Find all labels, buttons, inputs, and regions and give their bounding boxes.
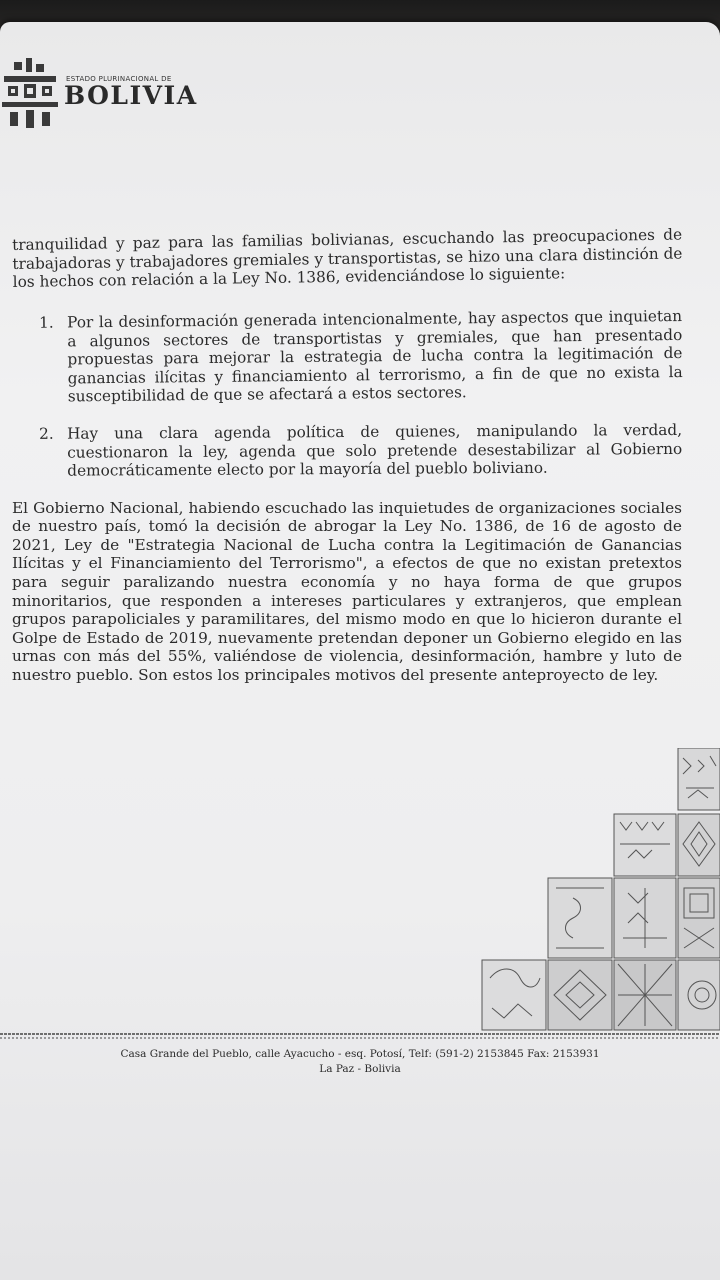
list-item bbox=[12, 421, 682, 481]
document-page bbox=[0, 22, 720, 1280]
state-emblem-icon bbox=[0, 58, 60, 132]
closing-paragraph: El Gobierno Nacional, habiendo escuchado las inquietudes de organizaciones sociales de nuestro país, tomó la decisión de abrogar la Ley No. 1386, de 16 de agosto de 2021, Ley de "Estrategia Nacional de Lucha contra la Legitimación de Ganancias Ilícitas y el Financiamiento del Terrorismo", a efectos de que no existan pretextos para seguir paralizando nuestra economía y no haya forma de que grupos minoritarios, que responden a intereses particulares y extranjeros, que emplean grupos parapoliciales y paramilitares, del mismo modo en que lo hicieron durante el Golpe de Estado de 2019, nuevamente pretendan deponer un Gobierno elegido en las urnas con más del 55%, valiéndose de violencia, desinformación, hambre y luto de nuestro pueblo. Son estos los principales motivos del presente anteproyecto de ley. bbox=[12, 498, 682, 684]
numbered-list bbox=[12, 306, 683, 481]
list-item-text: Hay una clara agenda política de quienes, manipulando la verdad, cuestionaron la ley, agenda que solo pretende desestabilizar al Gobierno democráticamente electo por la mayoría del pueblo boliviano. bbox=[66, 420, 683, 480]
letterhead bbox=[0, 58, 200, 138]
list-item-text: Por la desinformación generada intencionalmente, hay aspectos que inquietan a algunos sectores de transportistas y gremiales, que han presentado propuestas para mejorar la estrategia de lucha contra la legitimación de ganancias ilícitas y financiamiento al terrorismo, a fin de que no exista la susceptibilidad de que se afectará a estos sectores. bbox=[66, 306, 683, 406]
state-name-line: ESTADO PLURINACIONAL DE bbox=[66, 75, 172, 83]
footer-address: Casa Grande del Pueblo, calle Ayacucho - esq. Potosí, Telf: (591-2) 2153845 Fax: 2153931 bbox=[120, 1048, 600, 1060]
footer-city: La Paz - Bolivia bbox=[319, 1063, 401, 1075]
list-item-number: 2. bbox=[38, 424, 54, 443]
country-name: BOLIVIA bbox=[64, 81, 198, 110]
footer bbox=[0, 1047, 720, 1077]
document-body bbox=[12, 225, 683, 684]
footer-rule bbox=[0, 1032, 720, 1040]
intro-paragraph: tranquilidad y paz para las familias bolivianas, escuchando las preocupaciones de trabajadoras y trabajadores gremiales y transportistas, se hizo una clara distinción de los hechos con relación a la Ley No. 1386, evidenciándose lo siguiente: bbox=[12, 225, 683, 292]
decorative-tile-pattern-icon bbox=[478, 748, 720, 1038]
list-item-number: 1. bbox=[38, 313, 54, 332]
list-item bbox=[12, 307, 683, 407]
